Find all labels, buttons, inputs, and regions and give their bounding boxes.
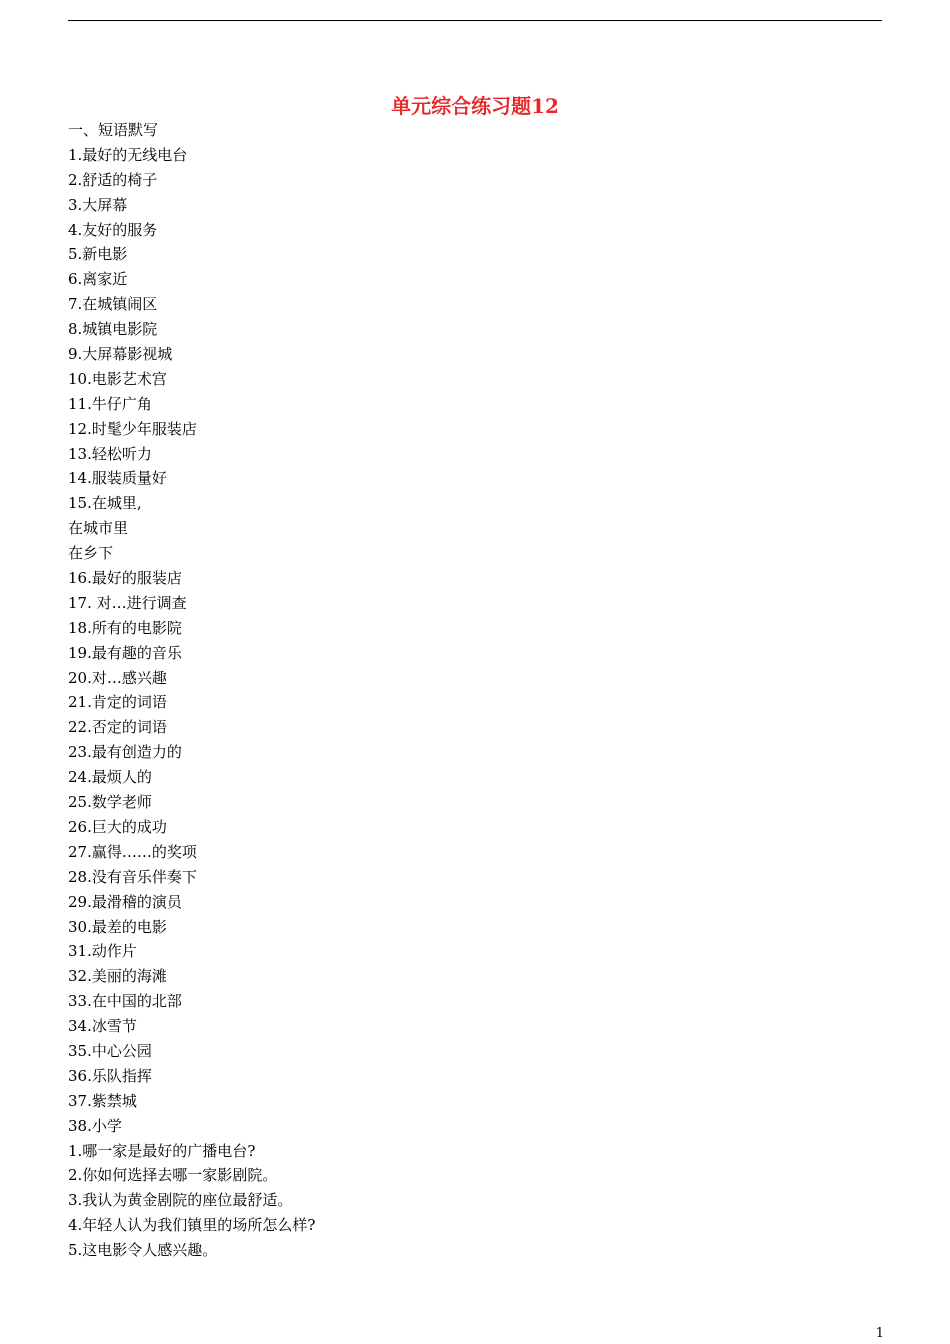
exercise-line: 29.最滑稽的演员	[68, 892, 182, 911]
exercise-line: 32.美丽的海滩	[68, 967, 167, 986]
exercise-line: 7.在城镇闹区	[68, 295, 158, 314]
exercise-line: 4.年轻人认为我们镇里的场所怎么样?	[68, 1216, 316, 1235]
exercise-line: 在城市里	[68, 519, 129, 538]
header-rule	[68, 20, 882, 21]
exercise-line: 25.数学老师	[68, 793, 152, 812]
exercise-line: 8.城镇电影院	[68, 320, 158, 339]
exercise-line: 6.离家近	[68, 270, 128, 289]
document-title: 单元综合练习题12	[391, 94, 559, 118]
exercise-line: 3.我认为黄金剧院的座位最舒适。	[68, 1191, 293, 1210]
exercise-lines	[68, 118, 882, 1263]
exercise-line: 34.冰雪节	[68, 1017, 137, 1036]
exercise-line: 35.中心公园	[68, 1041, 152, 1060]
exercise-line: 1.最好的无线电台	[68, 145, 188, 164]
exercise-line: 9.大屏幕影视城	[68, 345, 173, 364]
exercise-line: 31.动作片	[68, 942, 137, 961]
exercise-line: 22.否定的词语	[68, 718, 167, 737]
exercise-line: 19.最有趣的音乐	[68, 643, 182, 662]
exercise-line: 36.乐队指挥	[68, 1066, 152, 1085]
exercise-line: 5.这电影令人感兴趣。	[68, 1241, 218, 1260]
exercise-line: 1.哪一家是最好的广播电台?	[68, 1141, 256, 1160]
exercise-line: 28.没有音乐伴奏下	[68, 867, 197, 886]
exercise-line: 23.最有创造力的	[68, 743, 182, 762]
exercise-line: 21.肯定的词语	[68, 693, 167, 712]
exercise-line: 30.最差的电影	[68, 917, 167, 936]
exercise-line: 14.服装质量好	[68, 469, 167, 488]
exercise-line: 15.在城里,	[68, 494, 142, 513]
exercise-line: 20.对…感兴趣	[68, 668, 167, 687]
exercise-line: 12.时髦少年服装店	[68, 419, 197, 438]
exercise-line: 27.赢得……的奖项	[68, 842, 197, 861]
exercise-line: 33.在中国的北部	[68, 992, 182, 1011]
exercise-line: 13.轻松听力	[68, 444, 152, 463]
exercise-line: 5.新电影	[68, 245, 128, 264]
exercise-line: 37.紫禁城	[68, 1091, 137, 1110]
exercise-line: 11.牛仔广角	[68, 394, 152, 413]
exercise-line: 2.舒适的椅子	[68, 170, 158, 189]
exercise-line: 16.最好的服装店	[68, 569, 182, 588]
exercise-line: 2.你如何选择去哪一家影剧院。	[68, 1166, 278, 1185]
exercise-line: 17. 对…进行调查	[68, 593, 187, 612]
exercise-line: 3.大屏幕	[68, 195, 128, 214]
section-heading: 一、短语默写	[68, 121, 159, 139]
exercise-line: 38.小学	[68, 1116, 122, 1135]
exercise-line: 4.友好的服务	[68, 220, 158, 239]
exercise-line: 在乡下	[68, 544, 114, 563]
exercise-line: 10.电影艺术宫	[68, 369, 167, 388]
exercise-line: 18.所有的电影院	[68, 618, 182, 637]
exercise-line: 24.最烦人的	[68, 768, 152, 787]
page-number: 1	[875, 1326, 884, 1341]
exercise-line: 26.巨大的成功	[68, 817, 167, 836]
